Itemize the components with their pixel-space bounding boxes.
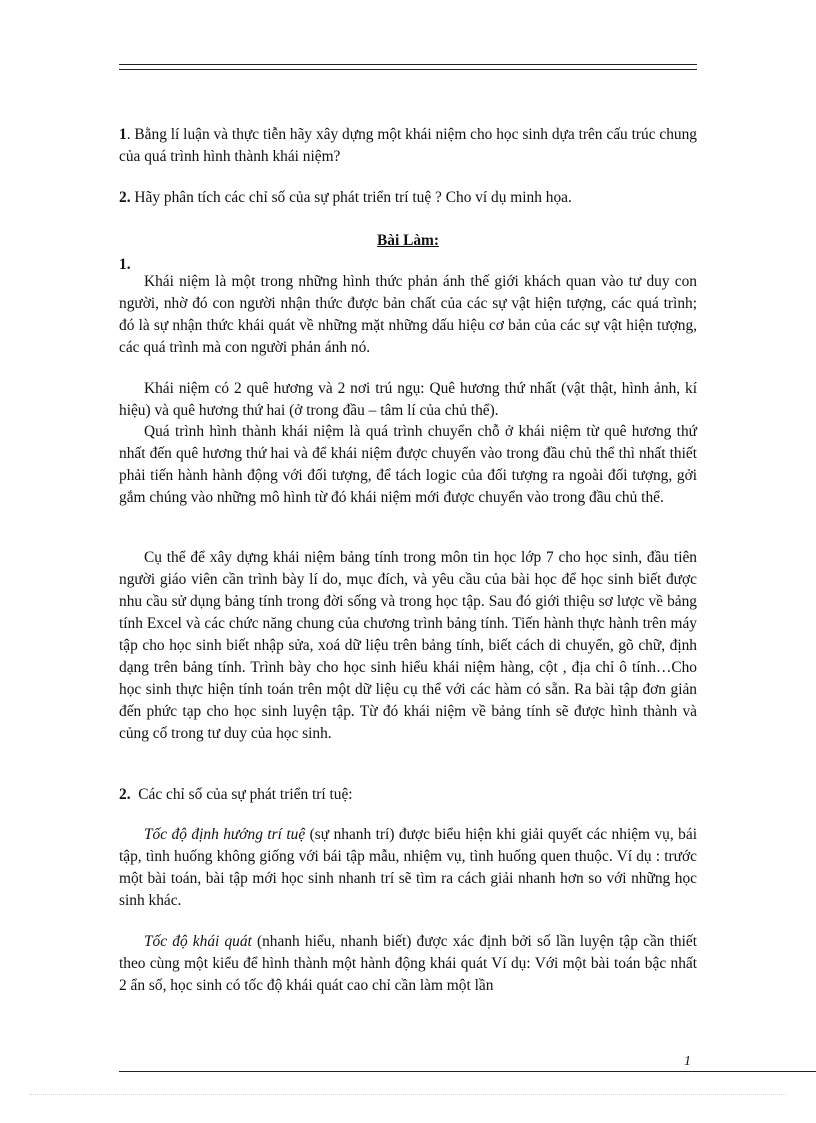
section-heading: Bài Làm: — [377, 232, 439, 249]
answer-2-title-text: Các chỉ số của sự phát triển trí tuệ: — [130, 786, 353, 803]
answer-2-term-1: Tốc độ định hướng trí tuệ — [144, 826, 306, 843]
header-rule-bottom — [119, 69, 697, 70]
footer-rule — [119, 1071, 816, 1072]
question-1-number: 1 — [119, 126, 127, 143]
answer-1-paragraph-4: Cụ thể để xây dựng khái niệm bảng tính trong môn tin học lớp 7 cho học sinh, đầu tiên người giáo viên cần trình bày lí do, mục đích, và yêu cầu của bài học để học sinh biết được nhu cầu sử dụng bảng tính trong đời sống và trong học tập. Sau đó giới thiệu sơ lược về bảng tính Excel và các chức năng chung của chương trình bảng tính. Tiến hành thực hành trên máy tập cho học sinh biết nhập sửa, xoá dữ liệu trên bảng tính, biết cách di chuyển, gõ chữ, định dạng trên bảng tính. Trình bày cho học sinh hiểu khái niệm hàng, cột , địa chỉ ô tính…Cho học sinh thực hiện tính toán trên một dữ liệu cụ thể với các hàm có sẵn. Ra bài tập đơn giản đến phức tạp cho học sinh luyện tập. Từ đó khái niệm về bảng tính sẽ được hình thành và củng cố trong tư duy của học sinh. — [119, 549, 697, 742]
question-1-text: . Bằng lí luận và thực tiễn hãy xây dựng một khái niệm cho học sinh dựa trên cấu trúc chung của quá trình hình thành khái niệm? — [119, 126, 697, 165]
answer-2-term-2: Tốc độ khái quát — [144, 933, 252, 950]
answer-2-paragraph-1 — [119, 824, 697, 912]
answer-1-number-text: 1. — [119, 256, 131, 273]
answer-1-paragraph-1: Khái niệm là một trong những hình thức phản ánh thế giới khách quan vào tư duy con người, nhờ đó con người nhận thức được bản chất của các sự vật hiện tượng, các quá trình; đó là sự nhận thức khái quát về những mặt những dấu hiệu cơ bản của các sự vật hiện tượng, các quá trình mà con người phản ánh nó. — [119, 273, 697, 356]
answer-1-paragraph-3: Quá trình hình thành khái niệm là quá trình chuyển chỗ ở khái niệm từ quê hương thứ nhất đến quê hương thứ hai và để khái niệm được chuyển vào trong đầu chủ thể thì nhất thiết phải tiến hành hành động với đối tượng, để tách logic của đối tượng ra ngoài đối tượng, gởi gắm chúng vào những mô hình từ đó khái niệm mới được chuyển vào trong đầu chủ thể. — [119, 423, 697, 506]
question-2-number: 2. — [119, 189, 131, 206]
answer-2-title — [119, 784, 697, 806]
question-2 — [119, 187, 697, 209]
question-1 — [119, 124, 697, 168]
answer-1-paragraph-2: Khái niệm có 2 quê hương và 2 nơi trú ngụ: Quê hương thứ nhất (vật thật, hình ảnh, kí hiệu) và quê hương thứ hai (ở trong đầu – tâm lí của chủ thể). — [119, 380, 697, 419]
page-edge-dots — [30, 1094, 786, 1095]
question-2-text: Hãy phân tích các chỉ số của sự phát triển trí tuệ ? Cho ví dụ minh họa. — [130, 189, 572, 206]
header-rule-top — [119, 64, 697, 65]
answer-2-paragraph-1-text: (sự nhanh trí) được biểu hiện khi giải quyết các nhiệm vụ, bái tập, tình huống không giống với bái tập mẫu, nhiệm vụ, tình huống quen thuộc. Ví dụ : trước một bài toán, bài tập mới học sinh nhanh trí sẽ tìm ra cách giải nhanh hơn so với những học sinh khác. — [119, 826, 697, 909]
page-number: 1 — [684, 1054, 691, 1069]
answer-2-paragraph-2 — [119, 931, 697, 997]
answer-2-number: 2. — [119, 786, 131, 803]
answer-2-paragraph-2-text: (nhanh hiểu, nhanh biết) được xác định bởi số lần luyện tập cần thiết theo cùng một kiểu để hình thành một hành động khái quát Ví dụ: Với một bài toán bậc nhất 2 ẩn số, học sinh có tốc độ khái quát cao chỉ cần làm một lần — [119, 933, 697, 994]
